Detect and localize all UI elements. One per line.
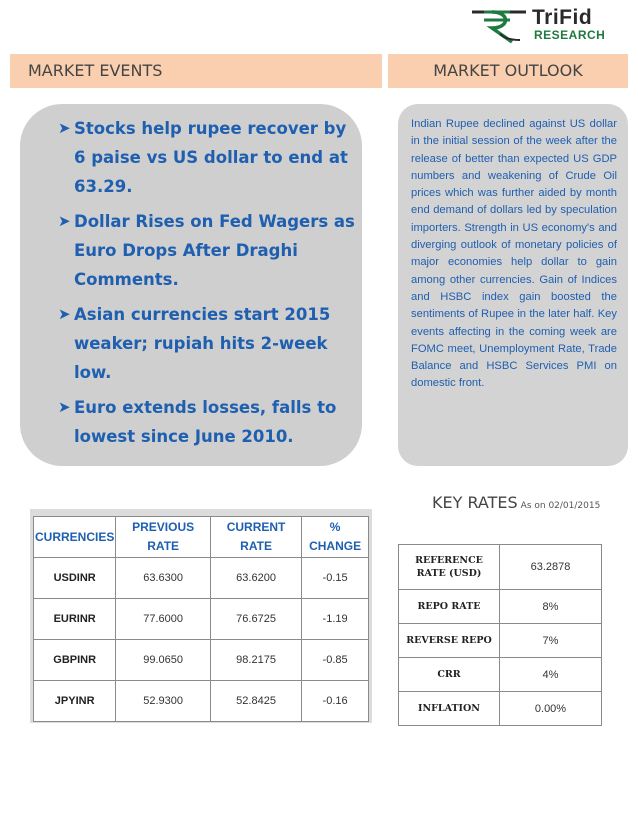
current-cell: 52.8425 xyxy=(210,681,301,722)
event-text: Dollar Rises on Fed Wagers as Euro Drops After Draghi Comments. xyxy=(74,212,355,289)
header-current-rate: CURRENT RATE xyxy=(210,517,301,558)
key-rates-table xyxy=(398,544,602,726)
currency-table xyxy=(33,516,369,722)
rate-value: 7% xyxy=(500,624,602,658)
event-text: Euro extends losses, falls to lowest since June 2010. xyxy=(74,398,337,446)
rate-label: REFERENCE RATE (USD) xyxy=(399,545,500,590)
header-previous-rate: PREVIOUS RATE xyxy=(116,517,211,558)
market-outlook-header: MARKET OUTLOOK xyxy=(388,54,628,88)
current-cell: 76.6725 xyxy=(210,599,301,640)
header-percent-change: % CHANGE xyxy=(302,517,369,558)
table-row xyxy=(399,545,602,590)
key-rates-title xyxy=(432,493,600,512)
event-item xyxy=(58,207,358,294)
logo-title: TriFid xyxy=(532,6,593,29)
table-row xyxy=(34,558,369,599)
arrow-bullet-icon: ➤ xyxy=(58,305,71,323)
current-cell: 63.6200 xyxy=(210,558,301,599)
arrow-bullet-icon: ➤ xyxy=(58,119,71,137)
events-list xyxy=(58,114,358,457)
market-outlook-panel xyxy=(398,104,628,466)
rate-value: 8% xyxy=(500,590,602,624)
rate-label: INFLATION xyxy=(399,692,500,726)
arrow-bullet-icon: ➤ xyxy=(58,398,71,416)
table-row xyxy=(34,681,369,722)
pair-cell: GBPINR xyxy=(34,640,116,681)
rate-label: REPO RATE xyxy=(399,590,500,624)
table-row xyxy=(34,599,369,640)
change-cell: -0.85 xyxy=(302,640,369,681)
key-rates-heading: KEY RATES xyxy=(432,493,518,512)
trifid-logo xyxy=(470,4,620,44)
event-item xyxy=(58,114,358,201)
pair-cell: EURINR xyxy=(34,599,116,640)
table-row xyxy=(34,640,369,681)
outlook-text: Indian Rupee declined against US dollar in the initial session of the week after the release of better than expected US GDP numbers and weakening of Crude Oil prices which was further aided by month end demand of dollars led by speculation importers. Strength in US economy's and diverging outlook of monetary policies of major economies help dollar to gain among other currencies. Gain of Indices and HSBC index gain boosted the sentiments of Rupee in the later half. Key events affecting in the coming week are FOMC meet, Unemployment Rate, Trade Balance and HSBC Services PMI on domestic front. xyxy=(411,118,617,390)
pair-cell: USDINR xyxy=(34,558,116,599)
logo-subtitle: RESEARCH xyxy=(534,28,606,42)
market-events-panel xyxy=(20,104,362,466)
table-row xyxy=(399,692,602,726)
change-cell: -1.19 xyxy=(302,599,369,640)
previous-cell: 99.0650 xyxy=(116,640,211,681)
header-currencies: CURRENCIES xyxy=(34,517,116,558)
change-cell: -0.16 xyxy=(302,681,369,722)
previous-cell: 63.6300 xyxy=(116,558,211,599)
event-text: Asian currencies start 2015 weaker; rupiah hits 2-week low. xyxy=(74,305,331,382)
event-text: Stocks help rupee recover by 6 paise vs US dollar to end at 63.29. xyxy=(74,119,348,196)
currency-table-panel xyxy=(30,509,372,723)
previous-cell: 77.6000 xyxy=(116,599,211,640)
change-cell: -0.15 xyxy=(302,558,369,599)
key-rates-panel xyxy=(398,544,602,718)
table-row xyxy=(399,624,602,658)
rate-label: CRR xyxy=(399,658,500,692)
table-row xyxy=(399,590,602,624)
rate-value: 4% xyxy=(500,658,602,692)
rupee-logo-icon xyxy=(470,4,530,44)
pair-cell: JPYINR xyxy=(34,681,116,722)
market-events-header: MARKET EVENTS xyxy=(10,54,382,88)
previous-cell: 52.9300 xyxy=(116,681,211,722)
rate-value: 63.2878 xyxy=(500,545,602,590)
arrow-bullet-icon: ➤ xyxy=(58,212,71,230)
rate-label: REVERSE REPO xyxy=(399,624,500,658)
table-row xyxy=(399,658,602,692)
rate-value: 0.00% xyxy=(500,692,602,726)
key-rates-date: As on 02/01/2015 xyxy=(520,501,601,511)
event-item xyxy=(58,300,358,387)
current-cell: 98.2175 xyxy=(210,640,301,681)
table-header-row xyxy=(34,517,369,558)
event-item xyxy=(58,393,358,451)
